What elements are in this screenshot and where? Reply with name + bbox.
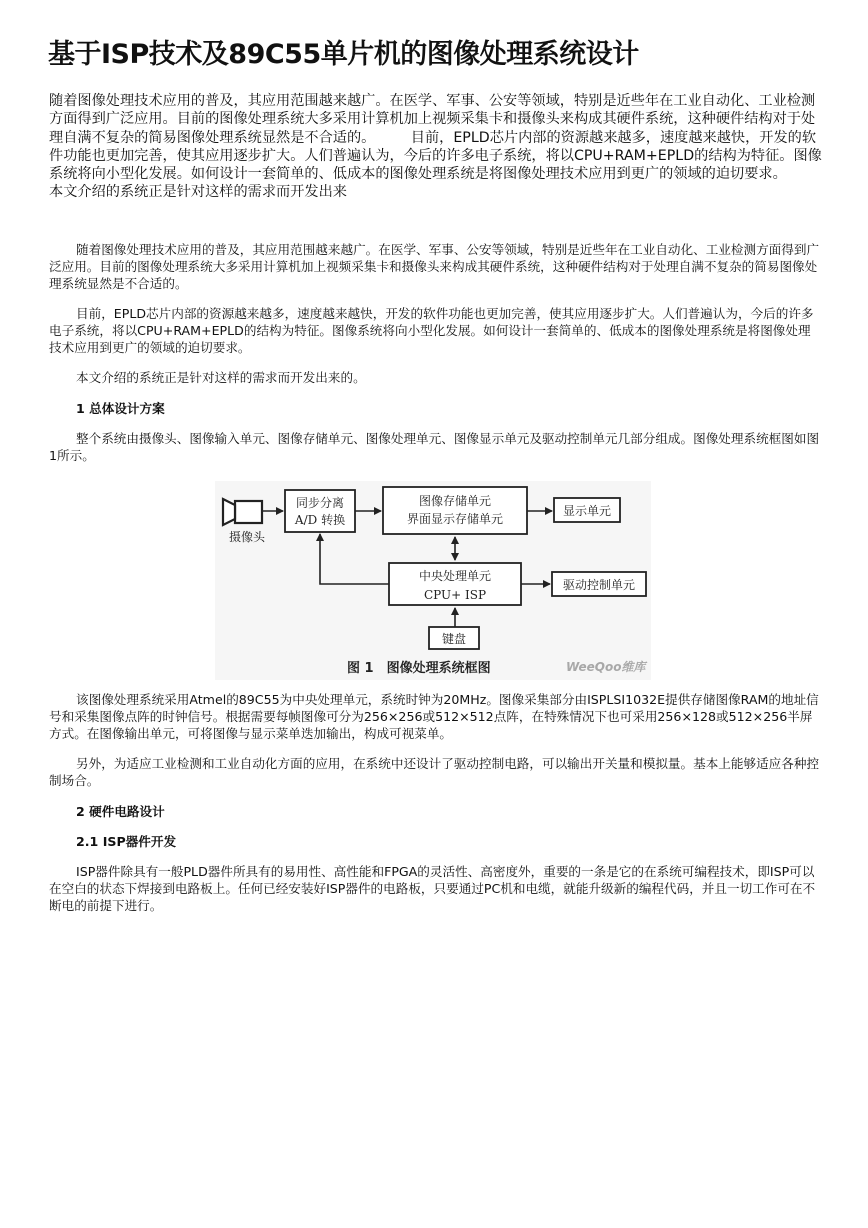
document-title: 基于ISP技术及89C55单片机的图像处理系统设计 xyxy=(48,39,639,70)
body-paragraph-2: 目前，EPLD芯片内部的资源越来越多，速度越来越快，开发的软件功能也更加完善，使其应用逐步扩大。人们普遍认为，今后的许多电子系统，将以CPU+RAM+EPLD的结构为特征。图像系统将向小型化发展。如何设计一套简单的、低成本的图像处理系统是将图像处理技术应用到更广的领域的迫切要求。 xyxy=(49,306,814,355)
abstract-paragraph: 随着图像处理技术应用的普及，其应用范围越来越广。在医学、军事、公安等领域，特别是近些年在工业自动化、工业检测方面得到广泛应用。目前的图像处理系统大多采用计算机加上视频采集卡和摄像头来构成其硬件系统，这种硬件结构对于处理自满不复杂的简易图像处理系统显然是不合适的。 目前，EPLD芯片内部的资源越来越多，速度越来越快，开发的软件功能也更加完善，使其应用逐步扩大。人们普遍认为，今后的许多电子系统，将以CPU+RAM+EPLD的结构为特征。图像系统将向小型化发展。如何设计一套简单的、低成本的图像处理系统是将图像处理技术应用到更广的领域的迫切要求。 本文介绍的系统正是针对这样的需求而开发出来 xyxy=(49,93,823,201)
section-heading-3: 2.1 ISP器件开发 xyxy=(76,834,177,849)
keyboard-block-label: 键盘 xyxy=(441,632,467,646)
section-heading-2: 2 硬件电路设计 xyxy=(76,804,165,819)
figure-caption: 图 1 图像处理系统框图 xyxy=(347,661,491,676)
body-paragraph-7: ISP器件除具有一般PLD器件所具有的易用性、高性能和FPGA的灵活性、高密度外，重要的一条是它的在系统可编程技术，即ISP可以在空白的状态下焊接到电路板上。任何已经安装好ISP器件的电路板，只要通过PC机和电缆，就能升级新的编程代码，并且一切工作可在不断电的前提下进行。 xyxy=(49,864,816,913)
storage-block-line2: 界面显示存储单元 xyxy=(406,512,504,526)
body-paragraph-1: 随着图像处理技术应用的普及，其应用范围越来越广。在医学、军事、公安等领域，特别是近些年在工业自动化、工业检测方面得到广泛应用。目前的图像处理系统大多采用计算机加上视频采集卡和摄像头来构成其硬件系统，这种硬件结构对于处理自满不复杂的简易图像处理系统显然是不合适的。 xyxy=(49,242,820,291)
cpu-block-line2: CPU+ ISP xyxy=(423,588,487,602)
sync-block-line1: 同步分离 xyxy=(295,496,345,510)
section-heading-1: 1 总体设计方案 xyxy=(76,401,165,416)
storage-block-line1: 图像存储单元 xyxy=(418,494,492,508)
drive-block-label: 驱动控制单元 xyxy=(562,578,636,592)
cpu-block-line1: 中央处理单元 xyxy=(418,569,492,583)
system-block-diagram xyxy=(215,481,651,680)
camera-icon xyxy=(223,499,262,525)
body-paragraph-3: 本文介绍的系统正是针对这样的需求而开发出来的。 xyxy=(76,370,366,385)
sync-block-line2: A/D 转换 xyxy=(294,513,346,527)
display-block-label: 显示单元 xyxy=(562,504,612,518)
body-paragraph-5: 该图像处理系统采用Atmel的89C55为中央处理单元，系统时钟为20MHz。图像采集部分由ISPLSI1032E提供存储图像RAM的地址信号和采集图像点阵的时钟信号。根据需要每帧图像可分为256×256或512×512点阵，在特殊情况下也可采用256×128或512×256半屏方式。在图像输出单元，可将图像与显示菜单迭加输出，构成可视菜单。 xyxy=(49,692,819,741)
body-paragraph-6: 另外，为适应工业检测和工业自动化方面的应用，在系统中还设计了驱动控制电路，可以输出开关量和模拟量。基本上能够适应各种控制场合。 xyxy=(49,756,820,788)
watermark-text: WeeQoo维库 xyxy=(566,660,646,674)
body-paragraph-4: 整个系统由摄像头、图像输入单元、图像存储单元、图像处理单元、图像显示单元及驱动控制单元几部分组成。图像处理系统框图如图1所示。 xyxy=(49,431,820,463)
camera-label: 摄像头 xyxy=(229,530,266,544)
